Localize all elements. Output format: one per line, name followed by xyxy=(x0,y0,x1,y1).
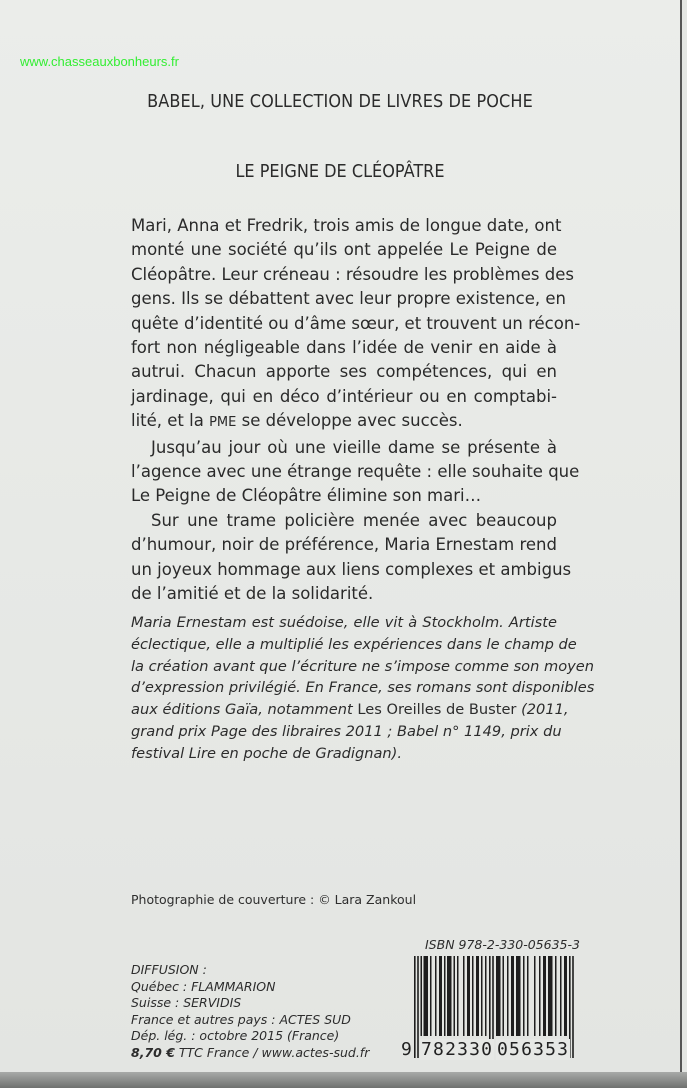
bio-line: festival Lire en poche de Gradignan). xyxy=(131,744,403,762)
text-fragment: se développe avec succès. xyxy=(236,411,463,431)
text-line: Mari, Anna et Fredrik, trois amis de longue date, ont xyxy=(131,216,562,235)
synopsis xyxy=(131,214,581,607)
bio-line xyxy=(131,699,569,721)
synopsis-paragraph-2 xyxy=(131,436,580,509)
synopsis-paragraph-1 xyxy=(131,214,581,436)
book-reference-title: Les Oreilles de Buster xyxy=(357,701,517,719)
diffusion-heading: DIFFUSION : xyxy=(131,962,207,977)
barcode-digits-left: 782330 xyxy=(421,1039,494,1060)
diffusion-info xyxy=(131,962,369,1062)
isbn: ISBN 978-2-330-05635-3 xyxy=(425,937,580,952)
text-line: l’agence avec une étrange requête : elle souhaite que xyxy=(131,462,580,482)
page-edge-shadow xyxy=(0,1072,687,1088)
bio-line: d’expression privilégié. En France, ses romans sont disponibles xyxy=(131,679,595,697)
price-details: TTC France / www.actes-sud.fr xyxy=(174,1044,370,1060)
text-fragment: aux éditions Gaïa, notamment xyxy=(131,701,358,719)
synopsis-paragraph-3 xyxy=(131,509,572,607)
watermark-link[interactable]: www.chasseauxbonheurs.fr xyxy=(20,54,179,69)
text-line: Cléopâtre. Leur créneau : résoudre les problèmes des xyxy=(131,264,574,284)
legal-deposit: Dép. lég. : octobre 2015 (France) xyxy=(131,1028,340,1044)
text-fragment: lité, et la xyxy=(131,411,210,431)
text-line: Jusqu’au jour où une vieille dame se présente à xyxy=(151,437,557,457)
diffusion-suisse: Suisse : SERVIDIS xyxy=(131,995,242,1011)
text-line: gens. Ils se débattent avec leur propre existence, en xyxy=(131,289,566,309)
collection-heading: BABEL, UNE COLLECTION DE LIVRES DE POCHE xyxy=(147,92,533,112)
text-line: quête d’identité ou d’âme sœur, et trouvent un récon- xyxy=(131,313,581,333)
photo-credit: Photographie de couverture : © Lara Zankoul xyxy=(131,892,417,907)
text-line: Le Peigne de Cléopâtre élimine son mari… xyxy=(131,486,482,506)
author-bio xyxy=(131,612,595,765)
barcode-digits-right: 056353 xyxy=(497,1039,570,1060)
diffusion-quebec: Québec : FLAMMARION xyxy=(131,978,276,994)
text-line: autrui. Chacun apporte ses compétences, qui en xyxy=(131,362,557,382)
text-line: un joyeux hommage aux liens complexes et ambigus xyxy=(131,559,572,579)
text-line: de l’amitié et de la solidarité. xyxy=(131,584,374,604)
acronym-pme: PME xyxy=(209,415,237,431)
text-line: Sur une trame policière menée avec beaucoup xyxy=(151,510,557,530)
text-line xyxy=(131,409,557,435)
text-line: jardinage, qui en déco d’intérieur ou en comptabi- xyxy=(131,386,557,406)
text-fragment: (2011, xyxy=(516,701,569,719)
bio-line: Maria Ernestam est suédoise, elle vit à Stockholm. Artiste xyxy=(131,614,557,631)
barcode-lead-digit: 9 xyxy=(401,1039,414,1060)
bio-line: éclectique, elle a multiplié les expériences dans le champ de xyxy=(131,635,577,653)
price-line xyxy=(131,1045,369,1062)
diffusion-france: France et autres pays : ACTES SUD xyxy=(131,1011,351,1027)
text-line: monté une société qu’ils ont appelée Le Peigne de xyxy=(131,240,557,260)
price: 8,70 € xyxy=(131,1044,175,1060)
text-line: fort non négligeable dans l’idée de venir en aide à xyxy=(131,338,557,358)
bio-line: la création avant que l’écriture ne s’impose comme son moyen xyxy=(131,657,595,675)
text-line: d’humour, noir de préférence, Maria Ernestam rend xyxy=(131,535,557,555)
bio-line: grand prix Page des libraires 2011 ; Babel n° 1149, prix du xyxy=(131,722,562,740)
book-title: LE PEIGNE DE CLÉOPÂTRE xyxy=(235,162,445,182)
